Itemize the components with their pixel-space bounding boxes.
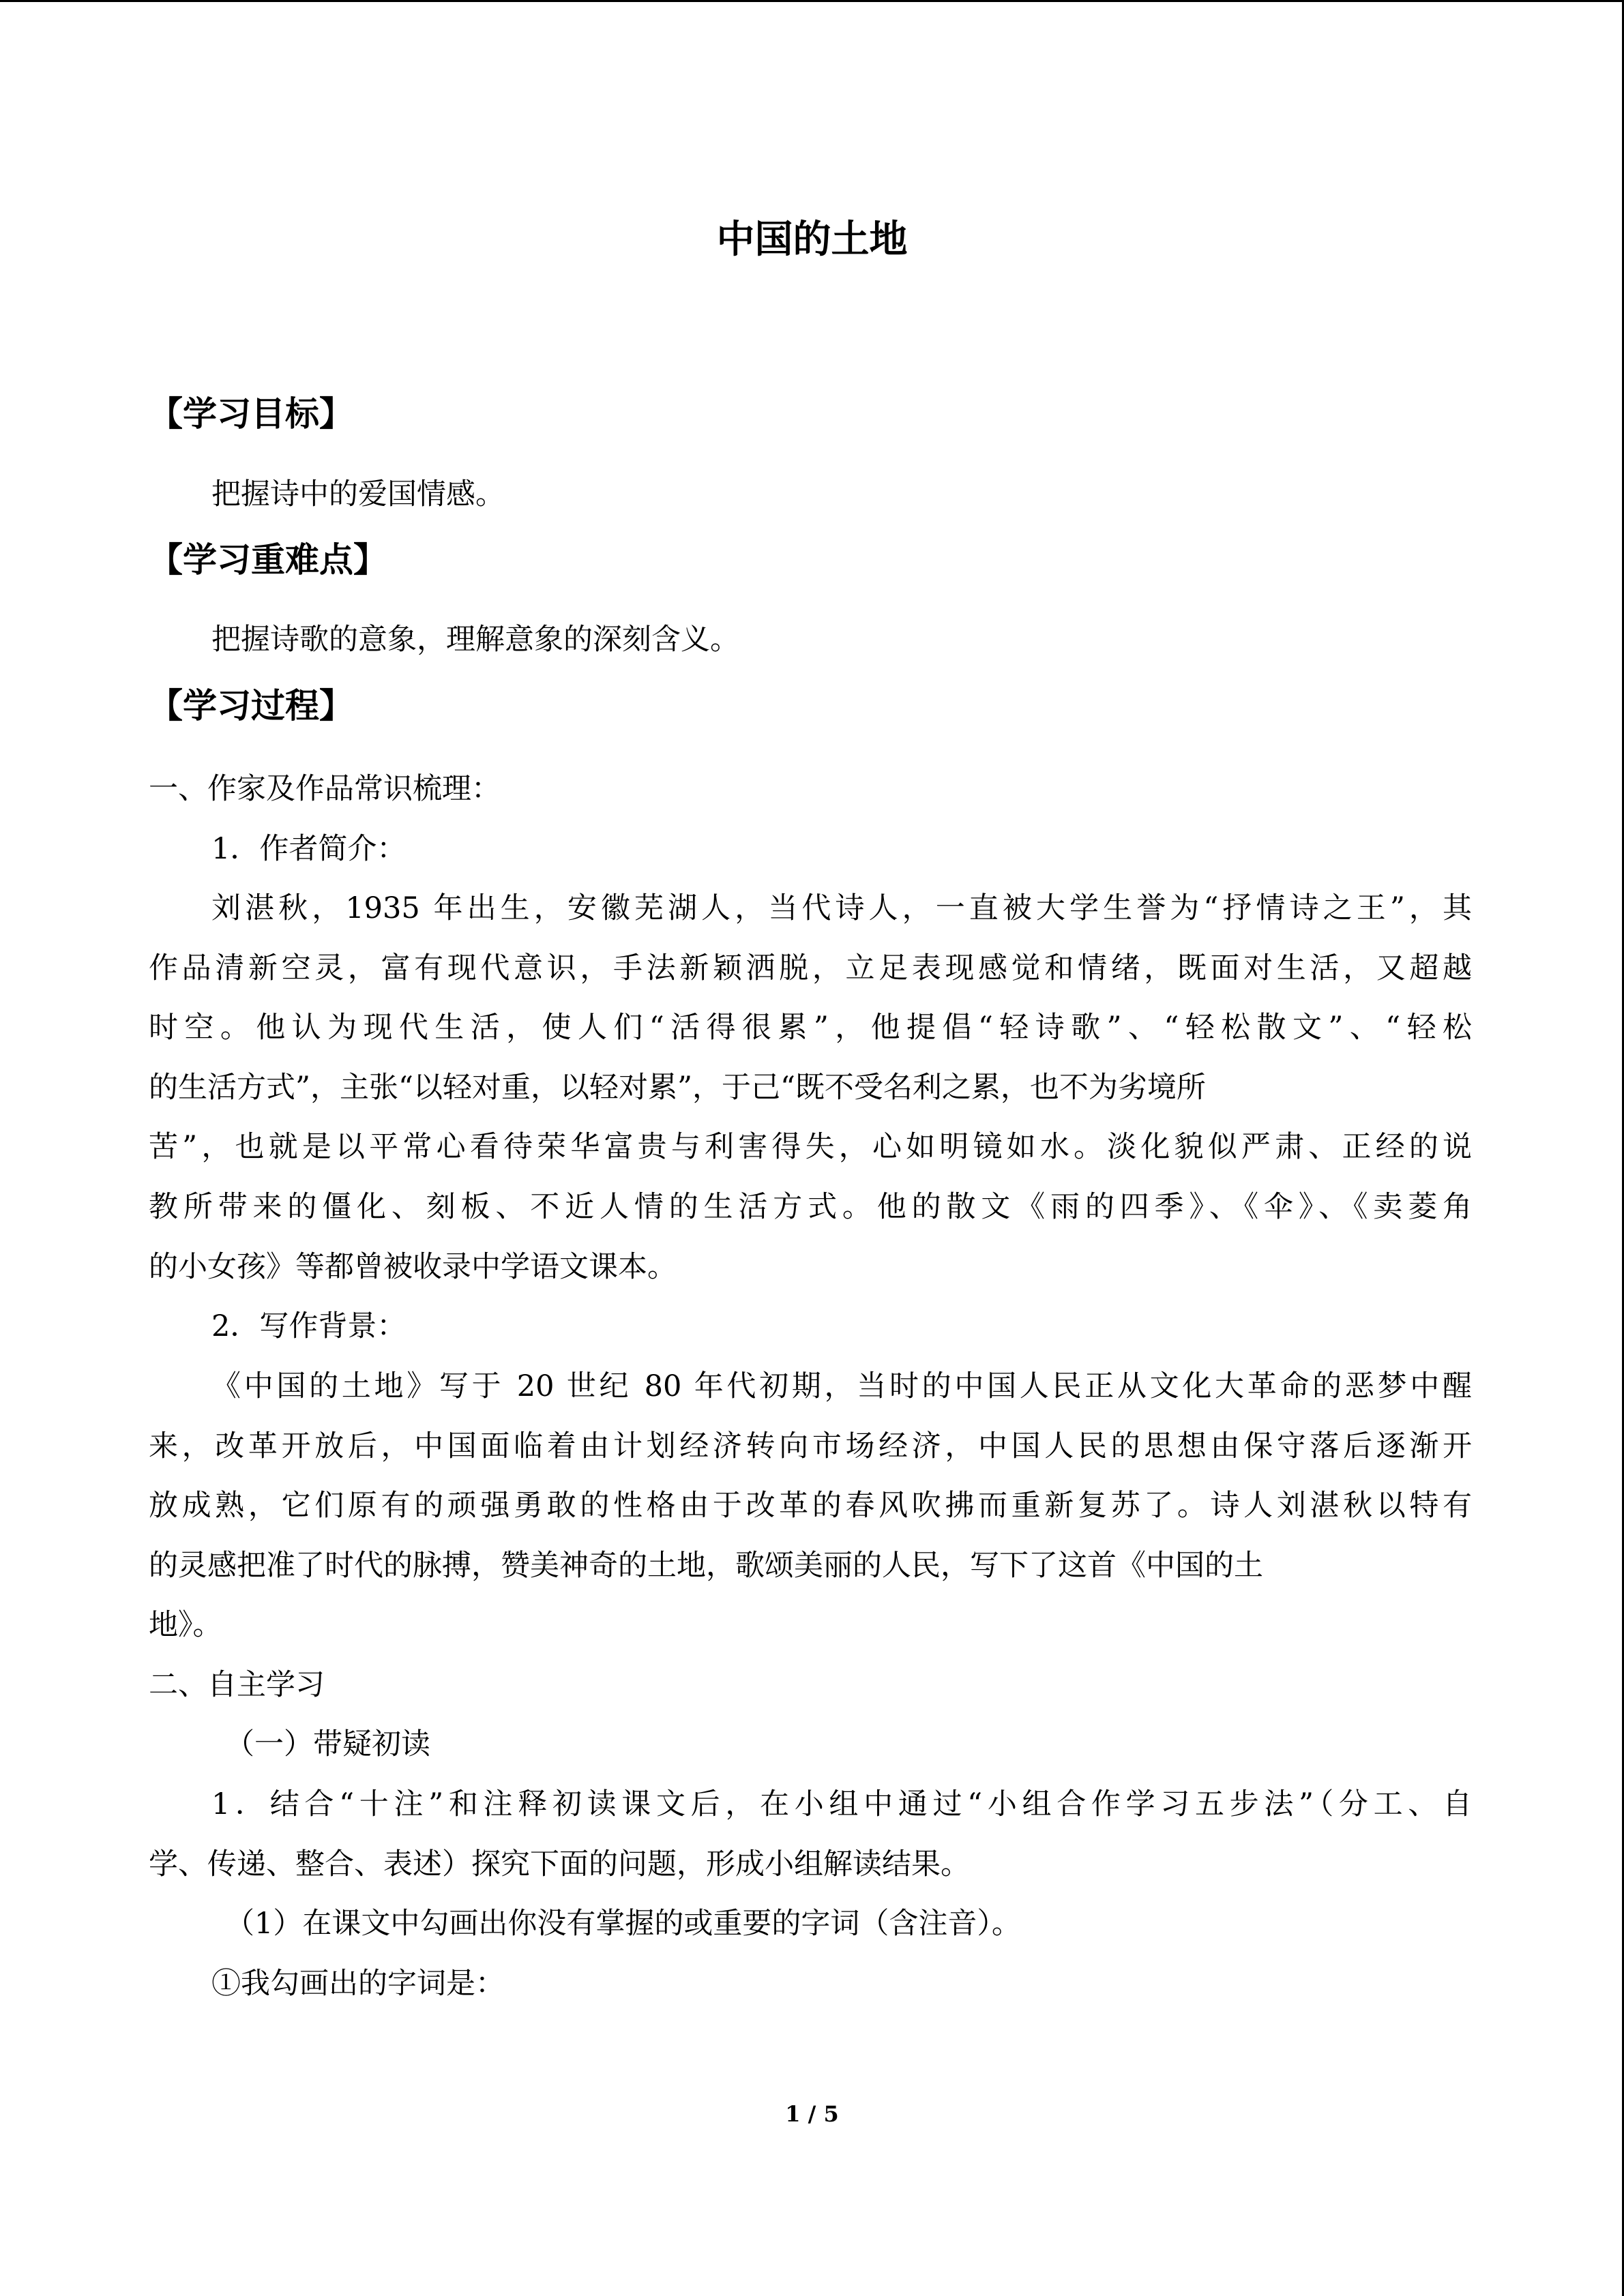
background-paragraph-line: 《中国的土地》写于 20 世纪 80 年代初期，当时的中国人民正从文化大革命的恶梦中醒	[211, 1369, 1472, 1403]
question-1: （1）在课文中勾画出你没有掌握的或重要的字词（含注音）。	[225, 1907, 1021, 1941]
learning-process-heading: 【学习过程】	[149, 686, 353, 726]
author-paragraph-line: 作品清新空灵，富有现代意识，手法新颖洒脱，立足表现感觉和情绪，既面对生活，又超越	[149, 951, 1472, 985]
author-intro-heading: 1．作者简介：	[211, 832, 407, 866]
author-paragraph-line: 时空。他认为现代生活，使人们“活得很累”，他提倡“轻诗歌”、“轻松散文”、“轻松	[149, 1011, 1472, 1045]
author-paragraph-line: 刘湛秋，1935 年出生，安徽芜湖人，当代诗人，一直被大学生誉为“抒情诗之王”，其	[211, 891, 1472, 925]
background-paragraph-line: 来，改革开放后，中国面临着由计划经济转向市场经济，中国人民的思想由保守落后逐渐开	[149, 1429, 1472, 1463]
answer-1-prompt: ①我勾画出的字词是：	[211, 1967, 505, 2001]
author-paragraph-line: 的小女孩》等都曾被收录中学语文课本。	[149, 1250, 677, 1284]
page-title: 中国的土地	[716, 218, 908, 262]
author-paragraph-line: 的生活方式”，主张“以轻对重，以轻对累”，于己“既不受名利之累，也不为劣境所	[149, 1071, 1206, 1105]
background-heading: 2．写作背景：	[211, 1309, 407, 1343]
author-paragraph-line: 苦”，也就是以平常心看待荣华富贵与利害得失，心如明镜如水。淡化貌似严肃、正经的说	[149, 1130, 1472, 1164]
part2-heading: 二、自主学习	[149, 1668, 325, 1702]
key-difficulty-heading: 【学习重难点】	[149, 540, 387, 580]
author-paragraph-line: 教所带来的僵化、刻板、不近人情的生活方式。他的散文《雨的四季》、《伞》、《卖菱角	[149, 1190, 1472, 1224]
background-paragraph-line: 的灵感把准了时代的脉搏，赞美神奇的土地，歌颂美丽的人民，写下了这首《中国的土	[149, 1549, 1263, 1583]
key-difficulty-text: 把握诗歌的意象，理解意象的深刻含义。	[211, 623, 739, 657]
learning-goal-text: 把握诗中的爱国情感。	[211, 477, 505, 511]
background-paragraph-line: 放成熟，它们原有的顽强勇敢的性格由于改革的春风吹拂而重新复苏了。诗人刘湛秋以特有	[149, 1489, 1472, 1523]
background-paragraph-line: 地》。	[149, 1608, 222, 1642]
learning-goal-heading: 【学习目标】	[149, 394, 353, 434]
task-instruction-line: 1．结合“十注”和注释初读课文后，在小组中通过“小组合作学习五步法”（分工、自	[211, 1787, 1472, 1821]
first-reading-heading: （一）带疑初读	[225, 1727, 430, 1761]
page-top-border	[0, 0, 1624, 2]
part1-heading: 一、作家及作品常识梳理：	[149, 772, 501, 806]
task-instruction-line: 学、传递、整合、表述）探究下面的问题，形成小组解读结果。	[149, 1847, 970, 1881]
page-number: 1 / 5	[785, 2101, 839, 2127]
